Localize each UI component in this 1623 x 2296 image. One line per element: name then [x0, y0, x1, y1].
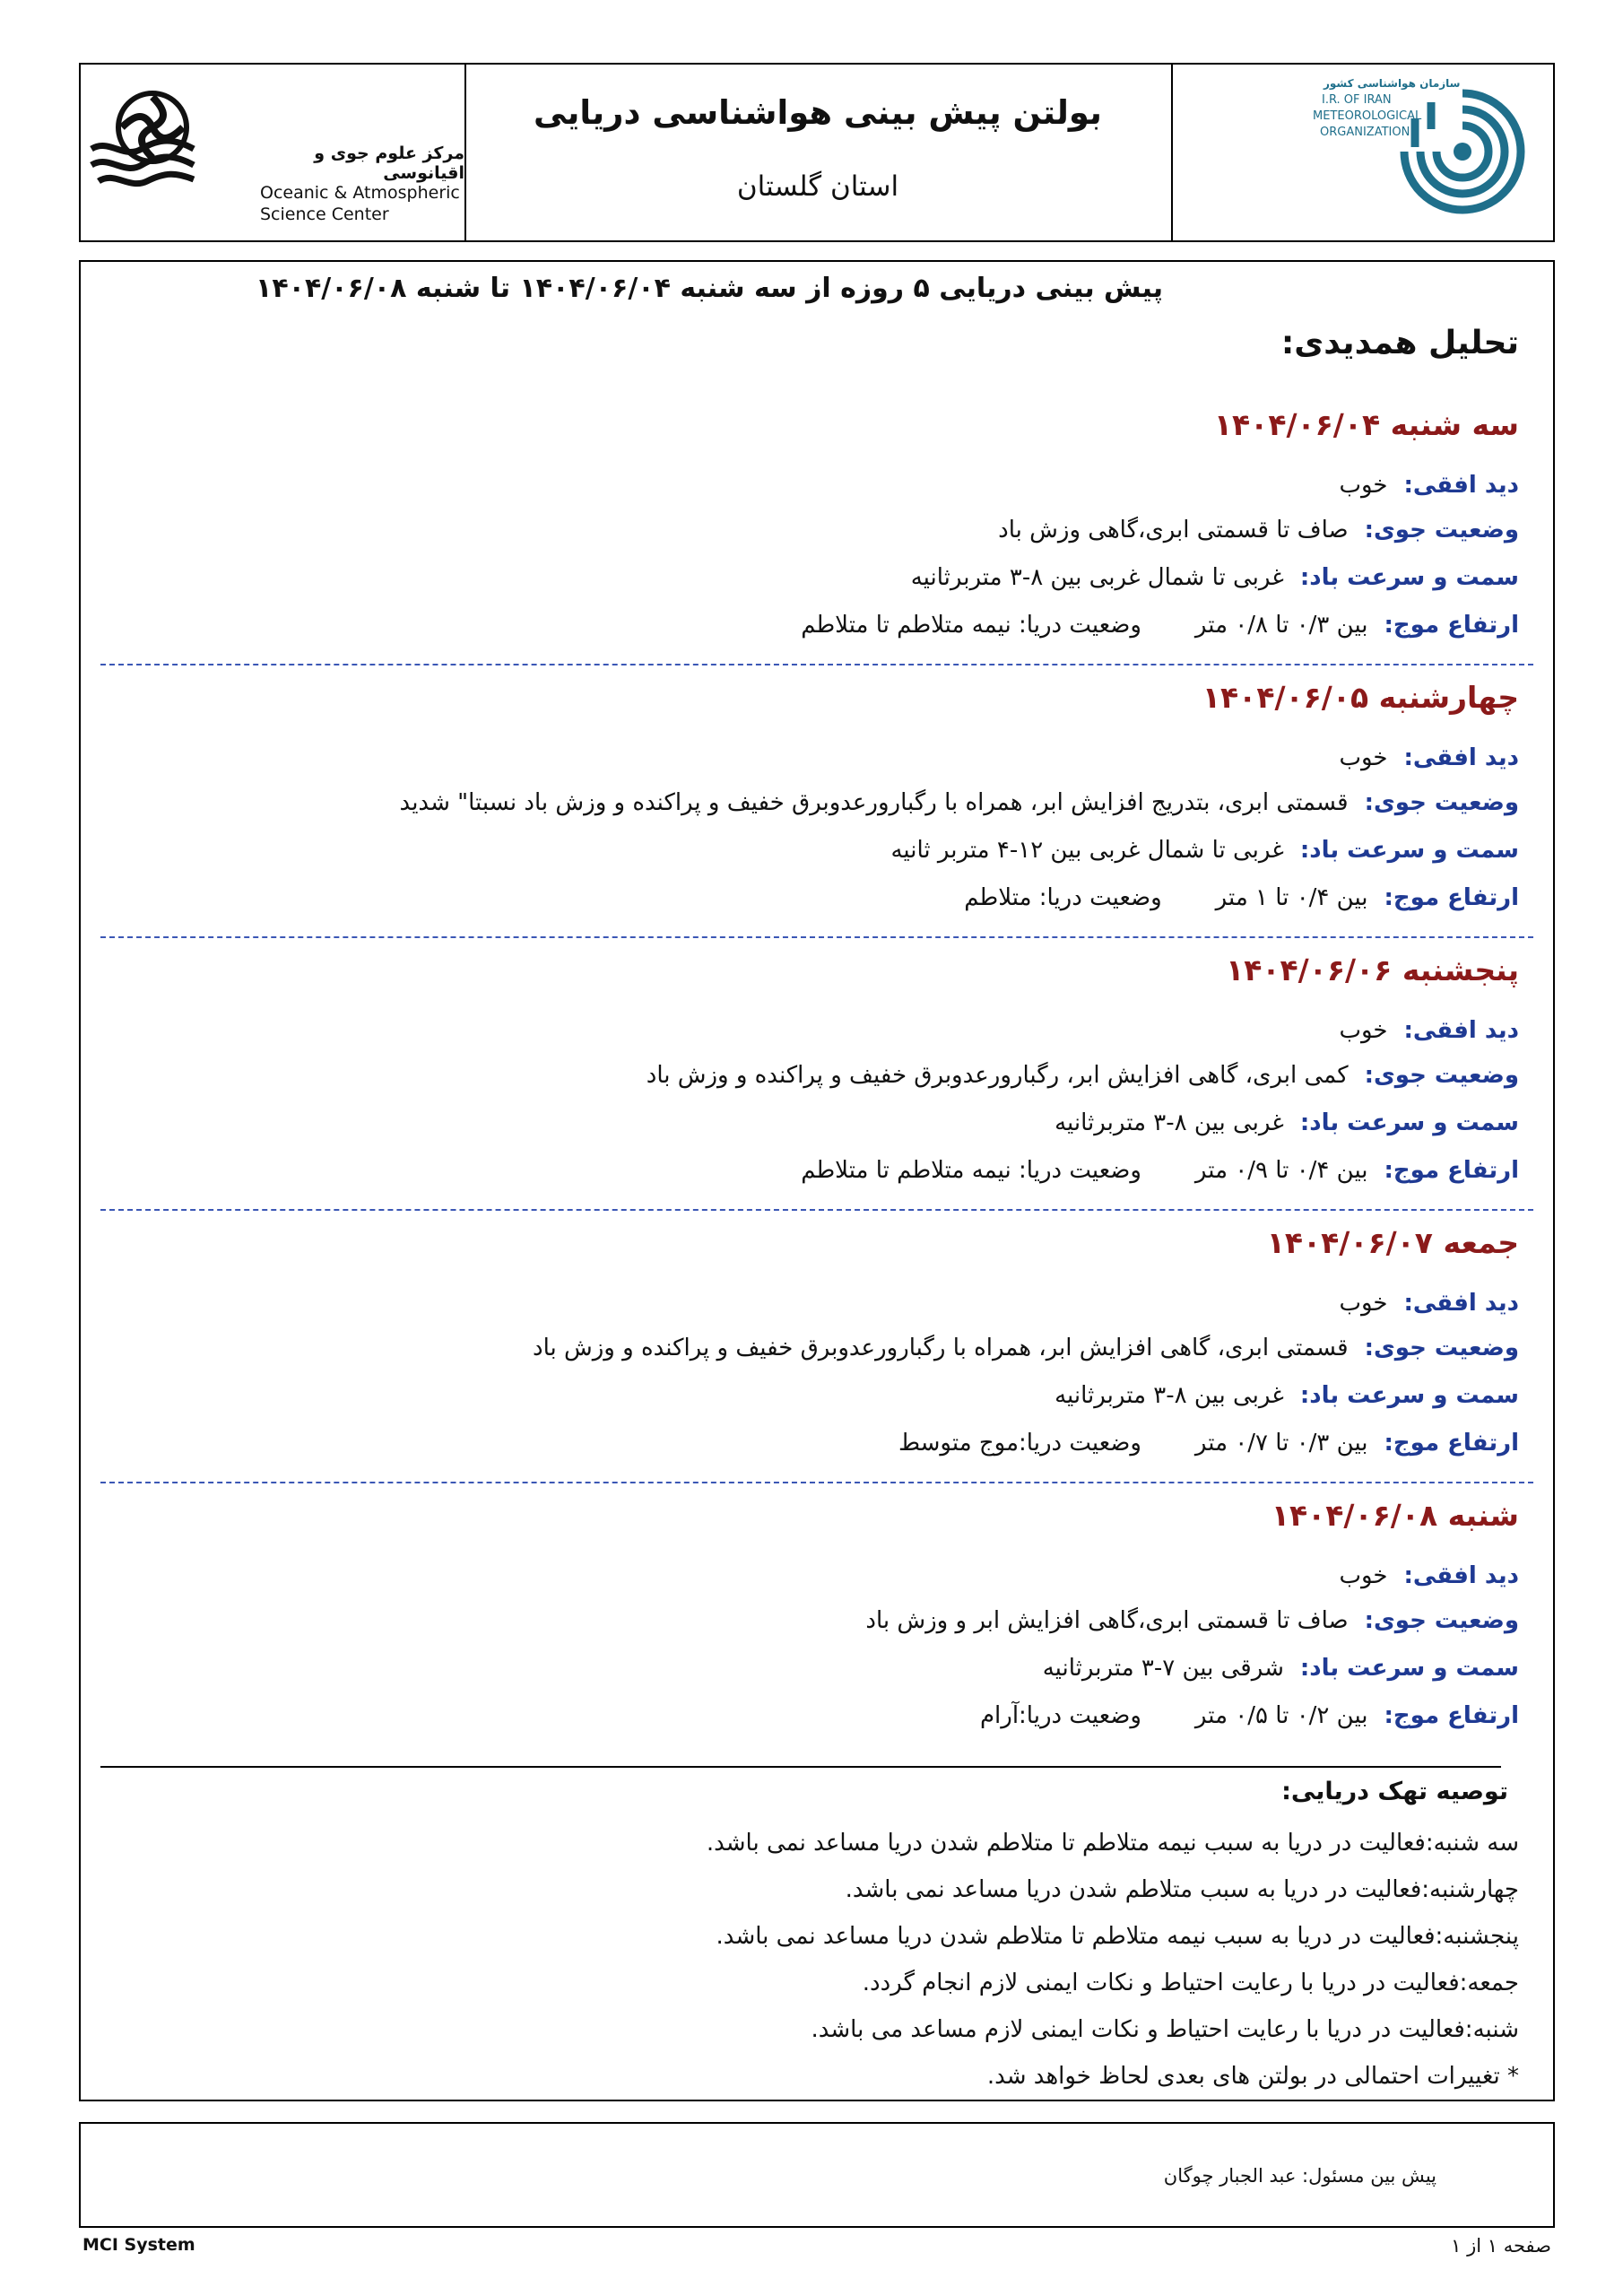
wave-label: ارتفاع موج:: [1384, 1430, 1519, 1457]
wind-value: غربی بین ۸-۳ متربرثانیه: [1055, 1109, 1284, 1136]
weather-row: [99, 789, 1519, 816]
weather-label: وضعیت جوی:: [1364, 789, 1519, 816]
wave-label: ارتفاع موج:: [1384, 1157, 1519, 1184]
sea-state-value: وضعیت دریا:آرام: [979, 1702, 1141, 1729]
wave-row: [99, 1702, 1519, 1729]
weather-value: قسمتی ابری، گاهی افزایش ابر، همراه با رگبارورعدوبرق خفیف و پراکنده و وزش باد: [533, 1335, 1349, 1361]
weather-row: [99, 1607, 1519, 1634]
met-org-name-en-2: METEOROLOGICAL: [1313, 109, 1422, 123]
wave-row: [99, 612, 1519, 639]
visibility-row: [99, 472, 1519, 499]
day-separator: [100, 664, 1533, 665]
sea-state-value: وضعیت دریا: نیمه متلاطم تا متلاطم: [801, 1157, 1141, 1184]
wave-value: بین ۰/۲ تا ۰/۵ متر: [1194, 1702, 1368, 1729]
met-org-name-fa: سازمان هواشناسی کشور: [1324, 77, 1461, 90]
forecast-period-title: پیش بینی دریایی ۵ روزه از سه شنبه ۱۴۰۴/۰۶/۰۴ تا شنبه ۱۴۰۴/۰۶/۰۸: [256, 273, 1163, 304]
advice-item: جمعه:فعالیت در دریا با رعایت احتیاط و نکات ایمنی لازم انجام گردد.: [862, 1970, 1519, 1996]
met-org-name-en-3: ORGANIZATION: [1320, 126, 1410, 139]
wave-row: [99, 884, 1519, 911]
wave-value: بین ۰/۳ تا ۰/۷ متر: [1194, 1430, 1368, 1457]
visibility-row: [99, 1017, 1519, 1044]
system-name: MCI System: [82, 2235, 195, 2255]
day-separator: [100, 1482, 1533, 1483]
wind-label: سمت و سرعت باد:: [1299, 837, 1519, 864]
bulletin-title-cell: [464, 65, 1173, 240]
weather-value: کمی ابری، گاهی افزایش ابر، رگبارورعدوبرق خفیف و پراکنده و وزش باد: [646, 1062, 1349, 1089]
oceanic-center-logo-cell: [81, 65, 466, 240]
wind-label: سمت و سرعت باد:: [1299, 564, 1519, 591]
wave-label: ارتفاع موج:: [1384, 612, 1519, 639]
weather-row: [99, 1062, 1519, 1089]
wind-value: غربی تا شمال غربی بین ۱۲-۴ متربر ثانیه: [890, 837, 1284, 864]
weather-label: وضعیت جوی:: [1364, 1335, 1519, 1361]
visibility-label: دید افقی:: [1403, 744, 1519, 771]
forecaster-box: [79, 2122, 1555, 2228]
oceanic-center-name-en-1: Oceanic & Atmospheric: [260, 183, 460, 203]
weather-row: [99, 517, 1519, 544]
wave-value: بین ۰/۳ تا ۰/۸ متر: [1194, 612, 1368, 639]
advice-divider: [100, 1766, 1501, 1768]
weather-label: وضعیت جوی:: [1364, 517, 1519, 544]
oceanic-center-name-fa: مرکز علوم جوی و اقیانوسی: [314, 144, 464, 183]
forecast-body: [79, 260, 1555, 2101]
wind-label: سمت و سرعت باد:: [1299, 1655, 1519, 1682]
met-org-name-en-1: I.R. OF IRAN: [1322, 93, 1392, 107]
sea-state-value: وضعیت دریا: نیمه متلاطم تا متلاطم: [801, 612, 1141, 639]
advice-item: پنجشنبه:فعالیت در دریا به سبب نیمه متلاطم تا متلاطم شدن دریا مساعد نمی باشد.: [716, 1923, 1519, 1950]
wave-label: ارتفاع موج:: [1384, 1702, 1519, 1729]
wind-row: [99, 1655, 1519, 1682]
met-organization-logo-cell: [1171, 65, 1553, 240]
wind-value: شرقی بین ۷-۳ متربرثانیه: [1042, 1655, 1284, 1682]
visibility-label: دید افقی:: [1403, 1562, 1519, 1589]
wave-value: بین ۰/۴ تا ۰/۹ متر: [1194, 1157, 1368, 1184]
wind-row: [99, 1109, 1519, 1136]
visibility-value: خوب: [1339, 472, 1388, 499]
day-title: چهارشنبه ۱۴۰۴/۰۶/۰۵: [1202, 680, 1519, 715]
day-separator: [100, 1209, 1533, 1211]
advice-item: شنبه:فعالیت در دریا با رعایت احتیاط و نکات ایمنی لازم مساعد می باشد.: [811, 2016, 1519, 2043]
sea-state-value: وضعیت دریا: متلاطم: [964, 884, 1162, 911]
met-organization-logo-icon: [1395, 84, 1530, 219]
marine-advice-heading: توصیه تهک دریایی:: [1281, 1778, 1508, 1805]
wind-row: [99, 1382, 1519, 1409]
visibility-label: دید افقی:: [1403, 472, 1519, 499]
weather-label: وضعیت جوی:: [1364, 1062, 1519, 1089]
weather-label: وضعیت جوی:: [1364, 1607, 1519, 1634]
oceanic-center-logo-icon: [88, 84, 195, 192]
weather-value: صاف تا قسمتی ابری،گاهی وزش باد: [998, 517, 1349, 544]
sea-state-value: وضعیت دریا:موج متوسط: [898, 1430, 1141, 1457]
wind-label: سمت و سرعت باد:: [1299, 1382, 1519, 1409]
advice-item: چهارشنبه:فعالیت در دریا به سبب متلاطم شدن دریا مساعد نمی باشد.: [845, 1876, 1519, 1903]
visibility-value: خوب: [1339, 1562, 1388, 1589]
visibility-row: [99, 1562, 1519, 1589]
advice-note: * تغییرات احتمالی در بولتن های بعدی لحاظ خواهد شد.: [986, 2063, 1519, 2090]
weather-value: صاف تا قسمتی ابری،گاهی افزایش ابر و وزش باد: [865, 1607, 1349, 1634]
wind-row: [99, 564, 1519, 591]
visibility-label: دید افقی:: [1403, 1017, 1519, 1044]
province-name: استان گلستان: [736, 170, 899, 203]
wave-label: ارتفاع موج:: [1384, 884, 1519, 911]
weather-row: [99, 1335, 1519, 1361]
wave-row: [99, 1430, 1519, 1457]
day-title: جمعه ۱۴۰۴/۰۶/۰۷: [1266, 1225, 1519, 1260]
page-number: صفحه ۱ از ۱: [1451, 2235, 1551, 2257]
visibility-row: [99, 1290, 1519, 1317]
day-title: سه شنبه ۱۴۰۴/۰۶/۰۴: [1213, 407, 1519, 442]
oceanic-center-name-en-2: Science Center: [260, 204, 389, 224]
wind-label: سمت و سرعت باد:: [1299, 1109, 1519, 1136]
day-separator: [100, 936, 1533, 938]
bulletin-header: [79, 63, 1555, 242]
wave-row: [99, 1157, 1519, 1184]
day-title: شنبه ۱۴۰۴/۰۶/۰۸: [1271, 1498, 1519, 1533]
responsible-forecaster: پیش بین مسئول: عبد الجبار چوگان: [1163, 2165, 1436, 2187]
bulletin-title: بولتن پیش بینی هواشناسی دریایی: [534, 93, 1102, 132]
wind-value: غربی بین ۸-۳ متربرثانیه: [1055, 1382, 1284, 1409]
weather-value: قسمتی ابری، بتدریج افزایش ابر، همراه با رگبارورعدوبرق خفیف و پراکنده و وزش باد نسبتا" شدید: [399, 789, 1349, 816]
visibility-value: خوب: [1339, 1017, 1388, 1044]
synoptic-analysis-heading: تحلیل همدیدی:: [1280, 325, 1519, 361]
wind-value: غربی تا شمال غربی بین ۸-۳ متربرثانیه: [910, 564, 1284, 591]
visibility-value: خوب: [1339, 1290, 1388, 1317]
advice-item: سه شنبه:فعالیت در دریا به سبب نیمه متلاطم تا متلاطم شدن دریا مساعد نمی باشد.: [706, 1830, 1519, 1857]
visibility-label: دید افقی:: [1403, 1290, 1519, 1317]
wind-row: [99, 837, 1519, 864]
visibility-value: خوب: [1339, 744, 1388, 771]
wave-value: بین ۰/۴ تا ۱ متر: [1215, 884, 1368, 911]
day-title: پنجشنبه ۱۴۰۴/۰۶/۰۶: [1226, 952, 1519, 987]
visibility-row: [99, 744, 1519, 771]
